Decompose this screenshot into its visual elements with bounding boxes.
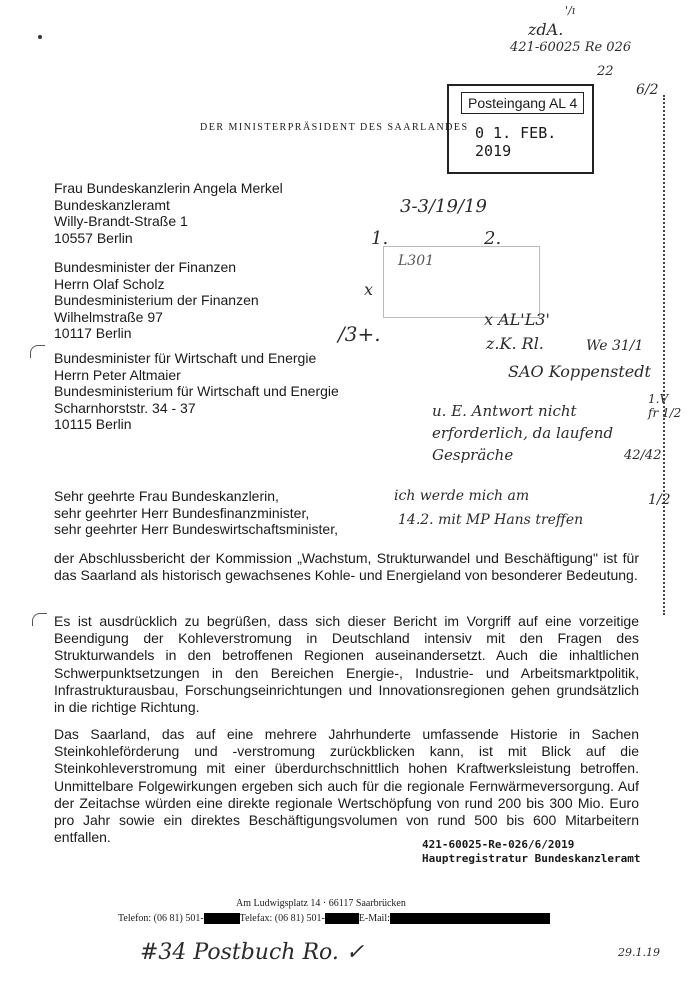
handwritten-side-7: 1.V fr 1/2 (648, 392, 682, 420)
salutation-line: Sehr geehrte Frau Bundeskanzlerin, (54, 488, 279, 504)
redaction-bar (325, 913, 359, 924)
handwritten-side-10: ich werde mich am (394, 488, 530, 504)
top-tick-note: '/ı (565, 4, 576, 17)
handwritten-num-1: 1. (371, 228, 389, 249)
handwritten-side-4: SAO Koppenstedt (508, 362, 651, 381)
margin-bracket (32, 613, 47, 626)
handwritten-6-2: 6/2 (636, 82, 659, 98)
handwritten-side-3: z.K. Rl. (486, 334, 544, 353)
stamp-label: Posteingang AL 4 (461, 92, 584, 114)
address-line: Willy-Brandt-Straße 1 (54, 213, 188, 229)
footer-fax: Telefax: (06 81) 501- (239, 913, 325, 924)
registry-number: 421-60025-Re-026/6/2019 (422, 838, 575, 851)
handwritten-date: 29.1.19 (618, 946, 660, 959)
recipient-finance-minister (54, 259, 259, 342)
handwritten-side-8: 42/42 (624, 448, 662, 463)
handwritten-ref-number: 3-3/19/19 (400, 196, 487, 217)
address-line: Herrn Peter Altmaier (54, 366, 181, 383)
footer-phone: Telefon: (06 81) 501- (118, 913, 204, 924)
handwritten-x: x (364, 280, 374, 299)
address-line: Wilhelmstraße 97 (54, 308, 163, 325)
handwritten-postbuch: #34 Postbuch Ro. ✓ (140, 940, 365, 965)
address-line: 10557 Berlin (54, 229, 133, 246)
handwritten-side-5: We 31/1 (586, 338, 644, 354)
address-line: Bundeskanzleramt (54, 196, 170, 213)
handwritten-file-number: 421-60025 Re 026 (510, 40, 632, 55)
letterhead: DER MINISTERPRÄSIDENT DES SAARLANDES (200, 122, 469, 133)
address-line: Bundesministerium der Finanzen (54, 292, 259, 308)
faded-stamp-note: L301 (398, 253, 435, 269)
handwritten-zda: zdA. (528, 20, 564, 39)
address-line: Bundesministerium für Wirtschaft und Energie (54, 383, 339, 399)
address-line: Scharnhorststr. 34 - 37 (54, 399, 196, 416)
handwritten-side-11: 14.2. mit MP Hans treffen (398, 512, 584, 528)
handwritten-num-2: 2. (484, 228, 502, 249)
incoming-stamp (447, 84, 594, 174)
footer-email: E-Mail: (358, 913, 390, 924)
salutation-line: sehr geehrter Herr Bundesfinanzminister, (54, 504, 310, 521)
address-line: 10117 Berlin (54, 325, 132, 341)
redaction-bar (390, 913, 550, 924)
punch-mark (38, 35, 42, 39)
handwritten-22: 22 (597, 64, 614, 79)
body-paragraph-2: Es ist ausdrücklich zu begrüßen, dass sich dieser Bericht im Vorgriff auf eine vorzeitige Beendigung der Kohleverstromung in Deutschland intensiv mit den Fragen des Strukturwandels in den betroffenen Regionen auseinandersetzt. Auch die inhaltlichen Schwerpunktsetzungen in den Bereichen Energie-, Industrie- und Arbeitsmarktpolitik, Infrastrukturausbau, Forschungseinrichtungen und Innovationsregionen gehen grundsätzlich in die richtige Richtung. (54, 613, 639, 716)
handwritten-side-9: 1/2 (648, 492, 671, 508)
address-line: Bundesminister der Finanzen (54, 259, 237, 275)
handwritten-side-2: x AL'L3' (484, 310, 550, 329)
faded-stamp (383, 246, 540, 318)
margin-dotted-line (663, 95, 665, 615)
footer-address: Am Ludwigsplatz 14 · 66117 Saarbrücken (236, 898, 406, 909)
address-line: Frau Bundeskanzlerin Angela Merkel (54, 180, 283, 196)
stamp-date: 0 1. FEB. 2019 (475, 124, 557, 160)
address-line: Bundesminister für Wirtschaft und Energie (54, 350, 317, 366)
salutation (54, 488, 338, 538)
redaction-bar (204, 913, 240, 924)
handwritten-side-6: u. E. Antwort nicht erforderlich, da laufend Gespräche (432, 402, 614, 464)
address-line: 10115 Berlin (54, 416, 132, 432)
margin-bracket (30, 345, 45, 358)
handwritten-side-1: /3+. (338, 322, 381, 346)
body-paragraph-3: Das Saarland, das auf eine mehrere Jahrhunderte umfassende Historie in Sachen Steinkohleförderung und -verstromung zurückblicken kann, ist mit Blick auf die Steinkohleverstromung mit einer überdurchschnittlich hohen Kraftwerksleistung betroffen. Unmittelbare Folgewirkungen ergeben sich auch für die regionale Fernwärmeversorgung. Auf der Zeitachse würden eine direkte regionale Wertschöpfung von rund 200 bis 300 Mio. Euro pro Jahr sowie ein direktes Beschäftigungsvolumen von rund 500 bis 600 Mitarbeitern entfallen. (54, 726, 639, 846)
recipient-chancellor (54, 180, 283, 246)
footer-contacts (118, 913, 550, 924)
salutation-line: sehr geehrter Herr Bundeswirtschaftsminister, (54, 521, 338, 537)
body-paragraph-1: der Abschlussbericht der Kommission „Wachstum, Strukturwandel und Beschäftigung" ist für das Saarland als historisch gewachsenes Kohle- und Energieland von besonderer Bedeutung. (54, 550, 639, 584)
recipient-economy-minister (54, 350, 339, 433)
address-line: Herrn Olaf Scholz (54, 275, 165, 292)
registry-office: Hauptregistratur Bundeskanzleramt (422, 852, 641, 865)
